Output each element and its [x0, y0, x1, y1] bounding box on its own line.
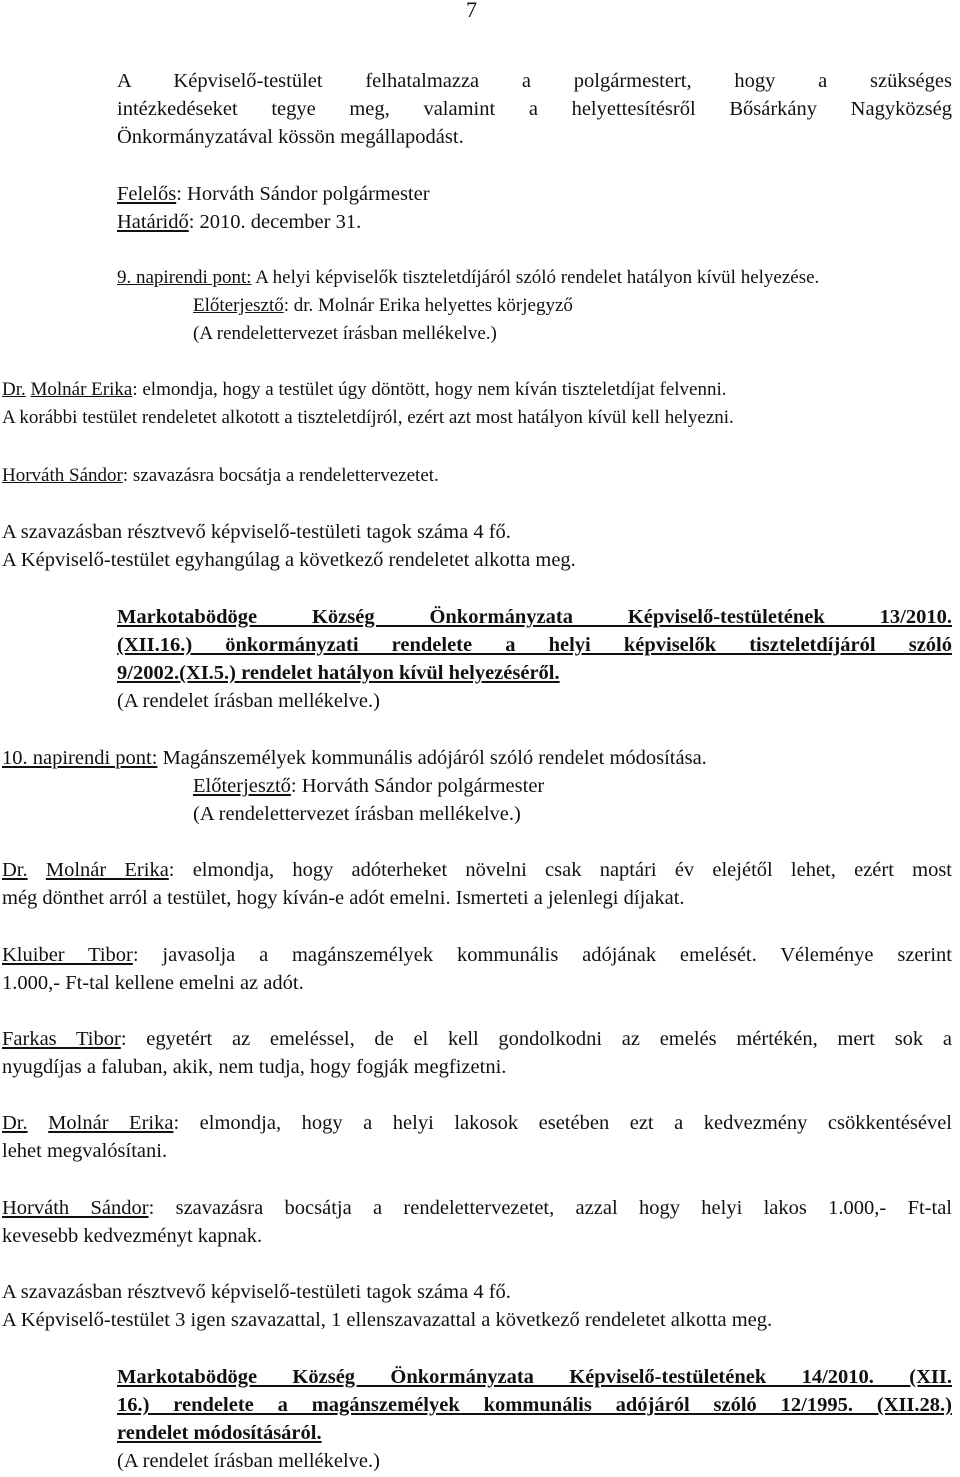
vote-count: A szavazásban résztvevő képviselő-testületi tagok száma 4 fő. — [2, 1281, 511, 1303]
decree-line: 16.) rendelete a magánszemélyek kommunális adójáról szóló 12/1995. (XII.28.) — [117, 1394, 952, 1416]
presenter-line — [193, 292, 573, 320]
speaker-name: Molnár Erika — [48, 1112, 174, 1134]
paragraph-line: Önkormányzatával kössön megállapodást. — [117, 126, 464, 148]
statement-text: A korábbi testület rendeletet alkotott a tiszteletdíjról, ezért azt most hatályon kívül kell helyezni. — [2, 407, 734, 428]
vote-result — [2, 1278, 952, 1334]
deadline-line — [117, 208, 952, 236]
speaker-statement — [2, 941, 952, 997]
statement-text: : elmondja, hogy a helyi lakosok esetében ezt a kedvezmény csökkentésével — [173, 1112, 953, 1134]
deadline-value: : 2010. december 31. — [188, 211, 362, 233]
decree-title — [117, 603, 952, 715]
agenda-item-title: A helyi képviselők tiszteletdíjáról szóló rendelet hatályon kívül helyezése. — [251, 267, 820, 288]
decree-line: (XII.16.) önkormányzati rendelete a helyi képviselők tiszteletdíjáról szóló — [117, 634, 952, 656]
statement-text: : szavazásra bocsátja a rendelettervezetet, azzal hogy helyi lakos 1.000,- Ft-tal — [148, 1197, 952, 1219]
agenda-item-10 — [2, 744, 952, 772]
presenter-label: Előterjesztő — [193, 295, 284, 316]
decree-title — [117, 1363, 952, 1475]
speaker-statement — [2, 1194, 952, 1250]
page-number: 7 — [466, 0, 477, 22]
statement-text: lehet megvalósítani. — [2, 1140, 168, 1162]
statement-text: : elmondja, hogy a testület úgy döntött, hogy nem kíván tiszteletdíjat felvenni. — [132, 379, 727, 400]
statement-text: kevesebb kedvezményt kapnak. — [2, 1225, 263, 1247]
deadline-label: Határidő — [117, 211, 189, 233]
speaker-title: Dr. — [2, 1112, 28, 1134]
vote-result — [2, 518, 952, 574]
presenter-value: : Horváth Sándor polgármester — [290, 775, 545, 797]
agenda-item-label: . napirendi pont: — [126, 267, 252, 288]
speaker-name: Kluiber Tibor — [2, 944, 133, 966]
speaker-statement — [2, 376, 952, 432]
responsible-line — [117, 180, 952, 208]
responsible-value: : Horváth Sándor polgármester — [176, 183, 430, 205]
speaker-name: Molnár Erika — [45, 859, 169, 881]
statement-text: : javasolja a magánszemélyek kommunális adójának emelését. Véleménye szerint — [132, 944, 952, 966]
speaker-name: Farkas Tibor — [2, 1028, 121, 1050]
agenda-item-9 — [117, 264, 952, 292]
decree-attachment-note: (A rendelet írásban mellékelve.) — [117, 1450, 380, 1472]
speaker-statement — [2, 462, 952, 490]
statement-text: még dönthet arról a testület, hogy kíván-e adót emelni. Ismerteti a jelenlegi díjakat. — [2, 887, 685, 909]
statement-text: : szavazásra bocsátja a rendelettervezetet. — [122, 465, 439, 486]
paragraph-line: intézkedéseket tegye meg, valamint a helyettesítésről Bősárkány Nagyközség — [117, 98, 952, 120]
vote-outcome: A Képviselő-testület 3 igen szavazattal, 1 ellenszavazattal a következő rendeletet alkotta meg. — [2, 1309, 773, 1331]
agenda-item-label: 10. napirendi pont: — [2, 747, 158, 769]
speaker-name: Molnár Erika — [30, 379, 133, 400]
paragraph-line: A Képviselő-testület felhatalmazza a polgármestert, hogy a szükséges — [117, 70, 952, 92]
statement-text: nyugdíjas a faluban, akik, nem tudja, hogy fogják megfizetni. — [2, 1056, 507, 1078]
vote-outcome: A Képviselő-testület egyhangúlag a következő rendeletet alkotta meg. — [2, 549, 576, 571]
statement-text: : egyetért az emeléssel, de el kell gondolkodni az emelés mértékén, mert sok a — [120, 1028, 952, 1050]
attachment-note: (A rendelettervezet írásban mellékelve.) — [193, 803, 521, 825]
speaker-name: Horváth Sándor — [2, 465, 123, 486]
responsible-label: Felelős — [117, 183, 177, 205]
agenda-item-number: 9 — [117, 267, 127, 288]
speaker-statement — [2, 1025, 952, 1081]
authorization-paragraph — [117, 67, 952, 151]
statement-text: : elmondja, hogy adóterheket növelni csak naptári év elejétől lehet, ezért most — [168, 859, 952, 881]
presenter-line — [193, 772, 544, 800]
decree-line: Markotabödöge Község Önkormányzata Képviselő-testületének 14/2010. (XII. — [117, 1366, 952, 1388]
speaker-statement — [2, 856, 952, 912]
decree-line: 9/2002.(XI.5.) rendelet hatályon kívül helyezéséről. — [117, 662, 560, 684]
speaker-title: Dr. — [2, 379, 26, 400]
speaker-statement — [2, 1109, 952, 1165]
presenter-value: : dr. Molnár Erika helyettes körjegyző — [283, 295, 573, 316]
decree-line: rendelet módosításáról. — [117, 1422, 322, 1444]
attachment-note: (A rendelettervezet írásban mellékelve.) — [193, 323, 497, 344]
decree-line: Markotabödöge Község Önkormányzata Képviselő-testületének 13/2010. — [117, 606, 952, 628]
presenter-label: Előterjesztő — [193, 775, 291, 797]
decree-attachment-note: (A rendelet írásban mellékelve.) — [117, 690, 380, 712]
speaker-title: Dr. — [2, 859, 28, 881]
statement-text: 1.000,- Ft-tal kellene emelni az adót. — [2, 972, 304, 994]
speaker-name: Horváth Sándor — [2, 1197, 149, 1219]
vote-count: A szavazásban résztvevő képviselő-testületi tagok száma 4 fő. — [2, 521, 511, 543]
agenda-item-title: Magánszemélyek kommunális adójáról szóló rendelet módosítása. — [157, 747, 707, 769]
